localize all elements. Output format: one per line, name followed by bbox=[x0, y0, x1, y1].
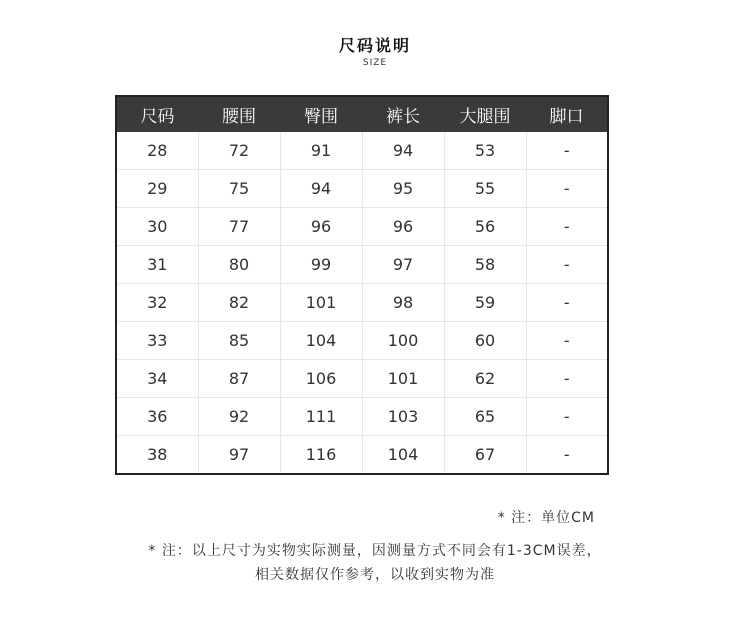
table-row bbox=[116, 436, 608, 475]
table-cell: 101 bbox=[280, 284, 362, 322]
note-line: 相关数据仅作参考，以收到实物为准 bbox=[255, 567, 495, 583]
table-cell: 103 bbox=[362, 398, 444, 436]
table-cell: 104 bbox=[362, 436, 444, 475]
table-cell: 95 bbox=[362, 170, 444, 208]
table-cell: - bbox=[526, 132, 608, 170]
table-cell: 106 bbox=[280, 360, 362, 398]
table-cell: - bbox=[526, 360, 608, 398]
table-row bbox=[116, 132, 608, 170]
table-cell: 55 bbox=[444, 170, 526, 208]
table-cell: 36 bbox=[116, 398, 198, 436]
table-cell: 94 bbox=[280, 170, 362, 208]
page-subtitle: SIZE bbox=[362, 58, 388, 68]
table-cell: 34 bbox=[116, 360, 198, 398]
table-cell: 96 bbox=[280, 208, 362, 246]
header-size: 尺码 bbox=[116, 96, 198, 132]
table-cell: 38 bbox=[116, 436, 198, 475]
table-cell: - bbox=[563, 445, 570, 464]
table-cell: 104 bbox=[280, 322, 362, 360]
size-table bbox=[115, 95, 609, 475]
table-cell: 80 bbox=[198, 246, 280, 284]
table-cell: 33 bbox=[116, 322, 198, 360]
table-cell: 67 bbox=[444, 436, 526, 475]
table-row bbox=[116, 284, 608, 322]
table-row bbox=[116, 360, 608, 398]
table-cell: 94 bbox=[362, 132, 444, 170]
table-cell: 100 bbox=[362, 322, 444, 360]
table-cell: 75 bbox=[198, 170, 280, 208]
table-cell: 98 bbox=[362, 284, 444, 322]
unit-note: * 注：单位CM bbox=[497, 510, 595, 526]
table-cell: - bbox=[526, 284, 608, 322]
table-cell: 97 bbox=[198, 436, 280, 475]
table-cell: - bbox=[526, 170, 608, 208]
table-row bbox=[116, 208, 608, 246]
table-cell: 31 bbox=[116, 246, 198, 284]
table-row bbox=[116, 398, 608, 436]
table-cell: 96 bbox=[362, 208, 444, 246]
table-cell: - bbox=[526, 246, 608, 284]
table-cell: 62 bbox=[444, 360, 526, 398]
table-cell: 87 bbox=[198, 360, 280, 398]
table-cell: 29 bbox=[116, 170, 198, 208]
table-cell: - bbox=[526, 322, 608, 360]
table-cell: 72 bbox=[198, 132, 280, 170]
table-cell: 56 bbox=[444, 208, 526, 246]
table-cell: 92 bbox=[198, 398, 280, 436]
table-cell: 82 bbox=[198, 284, 280, 322]
table-cell: 53 bbox=[444, 132, 526, 170]
table-cell: 91 bbox=[280, 132, 362, 170]
table-row bbox=[116, 246, 608, 284]
table-cell: 58 bbox=[444, 246, 526, 284]
header-thigh: 大腿围 bbox=[444, 96, 526, 132]
table-row bbox=[116, 322, 608, 360]
measurement-note bbox=[0, 539, 750, 587]
table-cell: 116 bbox=[280, 436, 362, 475]
table-cell: 30 bbox=[116, 208, 198, 246]
table-cell: 101 bbox=[362, 360, 444, 398]
table-cell: 97 bbox=[362, 246, 444, 284]
table-row bbox=[116, 170, 608, 208]
table-cell: - bbox=[526, 398, 608, 436]
table-cell: 60 bbox=[444, 322, 526, 360]
page-title: 尺码说明 bbox=[338, 36, 411, 55]
table-cell: 99 bbox=[280, 246, 362, 284]
note-line: * 注：以上尺寸为实物实际测量，因测量方式不同会有1-3CM误差， bbox=[148, 543, 602, 559]
table-header-row bbox=[116, 96, 608, 132]
table-cell: 77 bbox=[198, 208, 280, 246]
table-cell: 65 bbox=[444, 398, 526, 436]
table-cell: 85 bbox=[198, 322, 280, 360]
header-leg-opening: 脚口 bbox=[526, 96, 608, 132]
table-cell: 59 bbox=[444, 284, 526, 322]
table-cell: - bbox=[526, 208, 608, 246]
table-cell: 28 bbox=[116, 132, 198, 170]
header-hip: 臀围 bbox=[280, 96, 362, 132]
table-cell: 111 bbox=[280, 398, 362, 436]
header-waist: 腰围 bbox=[198, 96, 280, 132]
header-length: 裤长 bbox=[362, 96, 444, 132]
table-cell: 32 bbox=[116, 284, 198, 322]
